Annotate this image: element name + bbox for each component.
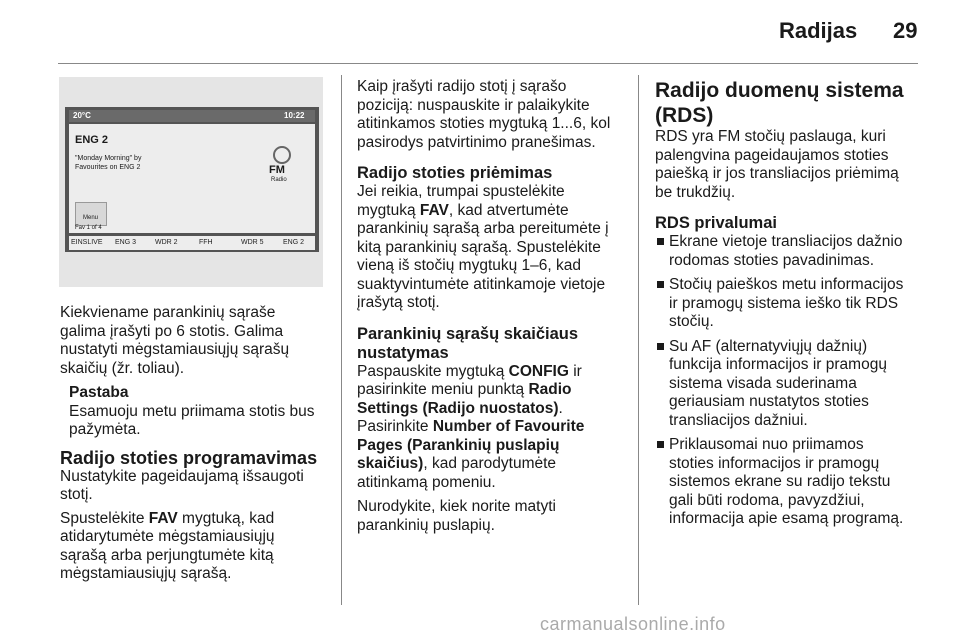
body-line: parankinių sąrašą arba pereitumėte į bbox=[357, 220, 609, 237]
preset-button[interactable]: ENG 2 bbox=[283, 239, 305, 246]
section-heading: Parankinių sąrašų skaičiaus bbox=[357, 324, 579, 343]
body-line: Nurodykite, kiek norite matyti bbox=[357, 498, 556, 515]
section-heading: Radijo stoties priėmimas bbox=[357, 164, 553, 182]
note-line: Esamuoju metu priimama stotis bus bbox=[69, 402, 315, 420]
bullet-square-icon bbox=[657, 238, 664, 245]
text-run: ir bbox=[568, 362, 582, 380]
text-run: , kad atvertumėte bbox=[448, 201, 569, 219]
station-name: ENG 2 bbox=[75, 134, 109, 146]
body-line bbox=[60, 510, 335, 529]
body-line: mėgstamiausiųjų sąrašą. bbox=[60, 565, 232, 582]
intro-line: skaičių (žr. toliau). bbox=[60, 359, 185, 377]
column-2 bbox=[357, 78, 632, 535]
bullet-line: sistema visada suderinama bbox=[669, 374, 857, 392]
config-keyword: CONFIG bbox=[508, 362, 569, 380]
bullet-line: stoties informacijos ir pramogų bbox=[669, 454, 880, 472]
bullet-line: stočių. bbox=[669, 313, 714, 330]
bullet-line: Ekrane vietoje transliacijos dažnio bbox=[669, 233, 903, 250]
body-line: poziciją: nuspauskite ir palaikykite bbox=[357, 96, 590, 114]
text-run: , kad parodytumėte bbox=[423, 455, 557, 472]
bullet-line: sistemos ekrane su radijo tekstu bbox=[669, 473, 891, 490]
menu-keyword: skaičius) bbox=[357, 455, 424, 472]
body-line: Jei reikia, trumpai spustelėkite bbox=[357, 183, 565, 200]
section-heading: RDS privalumai bbox=[655, 214, 777, 232]
radio-main bbox=[69, 124, 315, 233]
intro-line: Kiekviename parankinių sąraše bbox=[60, 304, 276, 321]
section-heading: Radijo duomenų sistema bbox=[655, 79, 904, 102]
preset-button[interactable]: WDR 5 bbox=[241, 239, 264, 246]
text-run: Pasirinkite bbox=[357, 418, 433, 435]
fav-keyword: FAV bbox=[148, 509, 178, 527]
bullet-item bbox=[655, 338, 935, 431]
text-run: pasirinkite meniu punktą bbox=[357, 381, 529, 398]
body-line: Kaip įrašyti radijo stotį į sąrašo bbox=[357, 78, 567, 95]
status-bar bbox=[69, 110, 315, 122]
text-run: mygtuką bbox=[357, 201, 420, 219]
radio-icon bbox=[273, 146, 291, 164]
menu-label: Menu bbox=[83, 215, 99, 221]
bullet-line: ir pramogų sistema ieško tik RDS bbox=[669, 294, 899, 312]
preset-bar bbox=[69, 236, 315, 250]
body-line bbox=[357, 418, 632, 437]
note-title: Pastaba bbox=[69, 384, 129, 401]
body-line: parankinių puslapių. bbox=[357, 516, 495, 534]
body-line bbox=[357, 381, 632, 400]
body-line: kitą parankinių sąrašą. Spustelėkite bbox=[357, 238, 601, 256]
clock: 10:22 bbox=[284, 111, 305, 120]
song-line: "Monday Morning" by bbox=[75, 155, 142, 162]
preset-button[interactable]: FFH bbox=[199, 239, 213, 246]
bullet-item bbox=[655, 276, 935, 332]
body-line: be trukdžių. bbox=[655, 183, 736, 201]
section-heading: nustatymas bbox=[357, 343, 449, 362]
body-line: Nustatykite pageidaujamą išsaugoti bbox=[60, 467, 304, 485]
text-run: mygtuką, kad bbox=[177, 509, 275, 527]
watermark: carmanualsonline.info bbox=[540, 614, 726, 634]
body-line: Settings (Radijo nuostatos). bbox=[357, 399, 563, 417]
bullet-line: Priklausomai nuo priimamos bbox=[669, 436, 864, 453]
body-line: vieną iš stočių mygtukų 1–6, kad bbox=[357, 257, 582, 274]
bullet-line: gali būti rodoma, pavyzdžiui, bbox=[669, 491, 865, 509]
body-line bbox=[357, 455, 632, 474]
bullet-square-icon bbox=[657, 281, 664, 288]
band-sublabel: Radio bbox=[271, 177, 287, 183]
band-label: FM bbox=[269, 164, 285, 176]
body-line bbox=[357, 202, 632, 221]
bullet-square-icon bbox=[657, 441, 664, 448]
intro-line: nustatyti mėgstamiausiųjų sąrašų bbox=[60, 341, 290, 358]
bullet-item bbox=[655, 436, 935, 529]
preset-button[interactable]: WDR 2 bbox=[155, 239, 178, 246]
bullet-square-icon bbox=[657, 343, 664, 350]
menu-button[interactable] bbox=[75, 202, 107, 226]
bullet-line: rodomas stoties pavadinimas. bbox=[669, 251, 875, 269]
fav-keyword: FAV bbox=[419, 201, 449, 219]
bullet-line: geriausiam nustatytos stoties bbox=[669, 393, 869, 410]
radio-display bbox=[65, 107, 319, 252]
menu-keyword: Pages (Parankinių puslapių bbox=[357, 436, 560, 454]
radio-screenshot bbox=[59, 77, 323, 287]
menu-keyword: Number of Favourite bbox=[432, 418, 585, 435]
body-line: sąrašą arba perjungtumėte kitą bbox=[60, 546, 274, 564]
column-divider bbox=[638, 75, 639, 605]
body-line: RDS yra FM stočių paslauga, kuri bbox=[655, 128, 886, 145]
header-rule bbox=[58, 63, 918, 64]
body-line: paiešką ir jos transliacijos priėmimą bbox=[655, 165, 899, 182]
preset-button[interactable]: EINSLIVE bbox=[71, 239, 103, 246]
temperature: 20°C bbox=[73, 111, 91, 120]
body-line: atidarytumėte mėgstamiausiųjų bbox=[60, 528, 275, 545]
section-heading: Radijo stoties programavimas bbox=[60, 447, 318, 468]
bullet-item bbox=[655, 233, 935, 270]
preset-button[interactable]: ENG 3 bbox=[115, 239, 137, 246]
body-line: atitinkamos stoties mygtuką 1...6, kol bbox=[357, 115, 611, 132]
menu-keyword: Settings (Radijo nuostatos) bbox=[357, 399, 559, 417]
page-title: Radijas bbox=[779, 18, 858, 43]
column-1 bbox=[60, 304, 335, 584]
song-line: Favourites on ENG 2 bbox=[75, 164, 141, 171]
body-line: įrašytą stotį. bbox=[357, 294, 440, 311]
text-run: Paspauskite mygtuką bbox=[357, 362, 509, 380]
bullet-line: funkcija informacijos ir pramogų bbox=[669, 356, 887, 373]
body-line: suaktyvintumėte atitinkamoje vietoje bbox=[357, 275, 606, 293]
menu-keyword: Radio bbox=[528, 381, 572, 398]
body-line: palengvina pageidaujamos stoties bbox=[655, 146, 889, 164]
body-line: pasirodys patvirtinimo pranešimas. bbox=[357, 133, 596, 151]
intro-line: galima įrašyti po 6 stotis. Galima bbox=[60, 322, 284, 340]
bullet-line: Su AF (alternatyviųjų dažnių) bbox=[669, 337, 868, 355]
fav-page-indicator: Fav 1 of 4 bbox=[75, 225, 102, 231]
note-line: pažymėta. bbox=[69, 421, 141, 438]
note-block bbox=[60, 384, 335, 440]
column-divider bbox=[341, 75, 342, 605]
page-number: 29 bbox=[893, 18, 918, 43]
body-line: atitinkamą pomeniu. bbox=[357, 473, 496, 491]
section-heading: (RDS) bbox=[655, 104, 714, 127]
bullet-line: informacija apie esamą programą. bbox=[669, 510, 904, 527]
body-line: stotį. bbox=[60, 486, 93, 503]
bullet-line: transliacijos dažniui. bbox=[669, 411, 808, 429]
text-run: Spustelėkite bbox=[60, 509, 149, 527]
body-line bbox=[357, 363, 632, 382]
column-3 bbox=[655, 78, 935, 529]
bullet-line: Stočių paieškos metu informacijos bbox=[669, 276, 904, 293]
